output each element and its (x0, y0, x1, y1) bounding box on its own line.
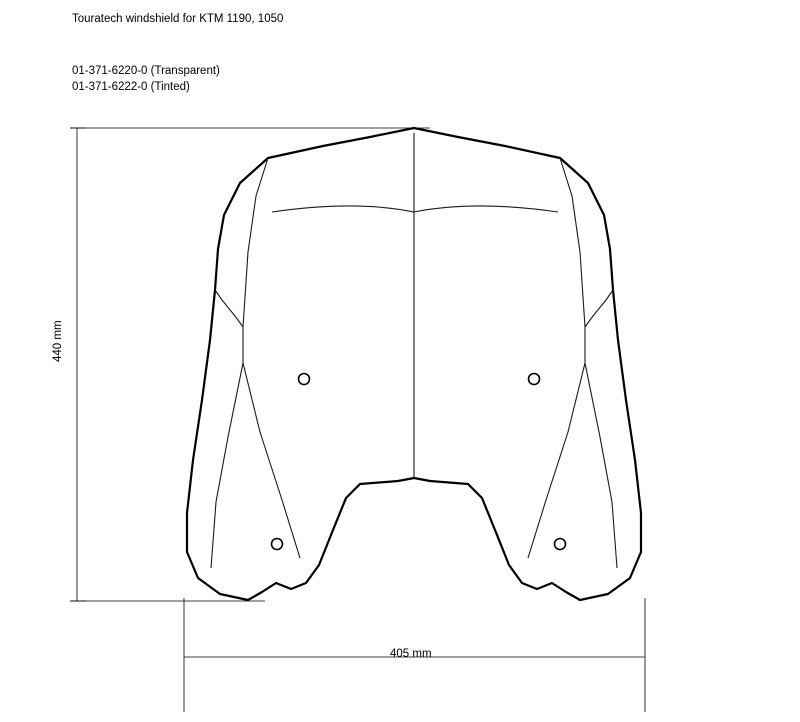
mount-hole-lower-right (555, 539, 566, 550)
mount-hole-lower-left (272, 539, 283, 550)
width-dimension-label: 405 mm (390, 648, 432, 660)
part-number-tinted: 01-371-6222-0 (Tinted) (72, 81, 190, 93)
mount-hole-upper-right (529, 374, 540, 385)
mount-hole-upper-left (299, 374, 310, 385)
part-number-transparent: 01-371-6220-0 (Transparent) (72, 65, 220, 77)
height-dimension-label: 440 mm (52, 320, 64, 362)
page-title: Touratech windshield for KTM 1190, 1050 (72, 13, 284, 25)
